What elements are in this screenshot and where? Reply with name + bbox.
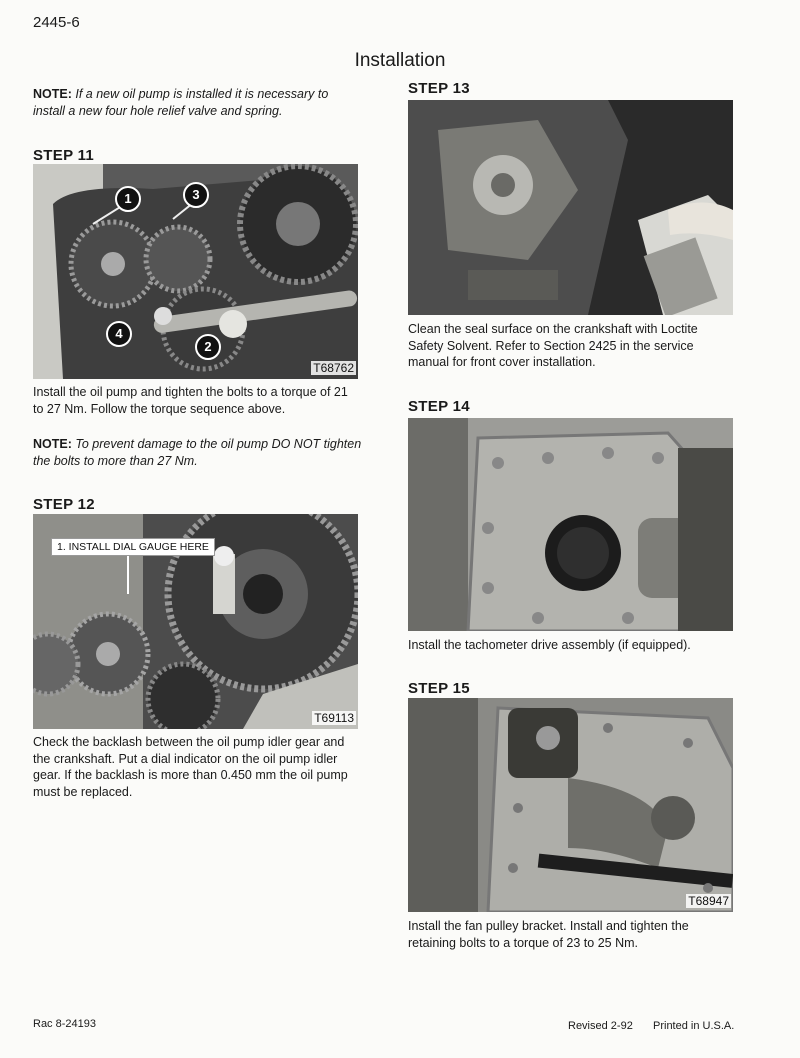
crankshaft-solvent-image <box>408 100 733 315</box>
step-15-photo <box>408 698 733 912</box>
step-11-photo <box>33 164 358 379</box>
note-torque-warning <box>33 436 363 470</box>
figure-number: T68947 <box>688 894 729 908</box>
note-new-oil-pump <box>33 86 363 120</box>
step-14-text: Install the tachometer drive assembly (if equipped). <box>408 638 691 652</box>
callout-3: 3 <box>183 182 209 208</box>
callout-4: 4 <box>106 321 132 347</box>
step-14-heading: STEP 14 <box>408 398 470 415</box>
step-15-text: Install the fan pulley bracket. Install and tighten the retaining bolts to a torque of 23 to 25 Nm. <box>408 919 689 950</box>
step-12-photo <box>33 514 358 729</box>
fan-pulley-bracket-image <box>408 698 733 912</box>
dial-gauge-label: 1. INSTALL DIAL GAUGE HERE <box>51 538 215 556</box>
step-11-text: Install the oil pump and tighten the bolts to a torque of 21 to 27 Nm. Follow the torque sequence above. <box>33 385 348 416</box>
step-13-heading: STEP 13 <box>408 80 470 97</box>
step-14-photo <box>408 418 733 631</box>
tachometer-cover-image <box>408 418 733 631</box>
note-label: NOTE: <box>33 437 72 451</box>
note-text: To prevent damage to the oil pump DO NOT tighten the bolts to more than 27 Nm. <box>33 437 362 468</box>
step-12-heading: STEP 12 <box>33 496 95 513</box>
page-title: Installation <box>354 50 446 71</box>
footer-document-number: Rac 8-24193 <box>33 1018 96 1030</box>
callout-2: 2 <box>195 334 221 360</box>
callout-1: 1 <box>115 186 141 212</box>
note-label: NOTE: <box>33 87 72 101</box>
step-15-heading: STEP 15 <box>408 680 470 697</box>
page-number: 2445-6 <box>33 14 80 31</box>
figure-number: T68762 <box>313 361 354 375</box>
footer-printed: Printed in U.S.A. <box>653 1020 735 1032</box>
figure-number: T69113 <box>314 711 354 725</box>
note-text: If a new oil pump is installed it is necessary to install a new four hole relief valve and spring. <box>33 87 329 118</box>
step-13-text: Clean the seal surface on the crankshaft with Loctite Safety Solvent. Refer to Section 2425 in the service manual for front cover installation. <box>408 322 698 369</box>
step-13-photo <box>408 100 733 315</box>
step-11-heading: STEP 11 <box>33 147 95 164</box>
footer-revised: Revised 2-92 <box>568 1020 633 1032</box>
step-12-text: Check the backlash between the oil pump idler gear and the crankshaft. Put a dial indicator on the oil pump idler gear. If the backlash is more than 0.450 mm the oil pump must be replaced. <box>33 735 348 799</box>
